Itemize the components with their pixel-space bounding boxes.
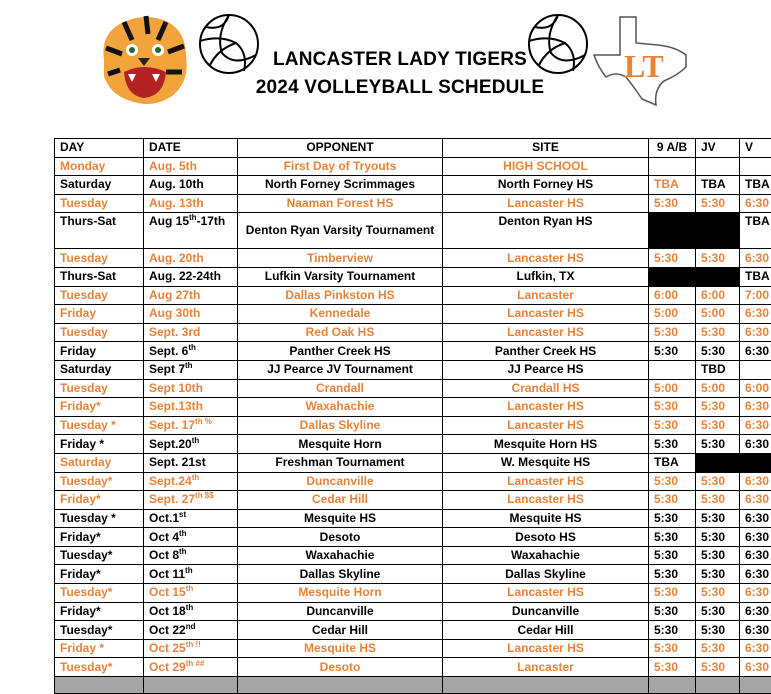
date-text: Sept. 27 (149, 492, 195, 506)
site-cell: Lancaster HS (443, 491, 649, 510)
nine-ab-cell: 5:30 (649, 416, 696, 435)
nine-ab-cell: 5:30 (649, 435, 696, 454)
table-row (55, 491, 771, 510)
jv-cell: 5:30 (696, 416, 740, 435)
table-row (55, 286, 771, 305)
day-cell: Thurs-Sat (55, 267, 144, 286)
varsity-cell: 6:30 (740, 194, 771, 213)
date-suffix: th (192, 473, 200, 482)
jv-cell: TBD (696, 360, 740, 379)
varsity-cell (740, 453, 771, 472)
nine-ab-cell: 5:30 (649, 194, 696, 213)
site-cell: Lancaster (443, 658, 649, 677)
varsity-cell: 6:30 (740, 658, 771, 677)
site-cell: North Forney HS (443, 176, 649, 195)
opponent-cell: Mesquite HS (238, 639, 443, 658)
day-cell: Friday* (55, 398, 144, 417)
opponent-cell: First Day of Tryouts (238, 157, 443, 176)
day-cell: Friday* (55, 565, 144, 584)
col-9ab: 9 A/B (649, 139, 696, 158)
date-cell (144, 379, 238, 398)
date-text: Oct 29 (149, 660, 186, 674)
jv-cell: 5:00 (696, 379, 740, 398)
footer-band-cell (740, 677, 771, 694)
date-text: Oct.1 (149, 511, 179, 525)
date-cell (144, 323, 238, 342)
nine-ab-cell: 5:30 (649, 509, 696, 528)
varsity-cell: 6:30 (740, 323, 771, 342)
date-cell (144, 176, 238, 195)
date-suffix: th !! (186, 640, 201, 649)
date-cell (144, 491, 238, 510)
date-text: Aug 15 (149, 214, 189, 228)
table-row (55, 602, 771, 621)
date-cell (144, 398, 238, 417)
table-row (55, 323, 771, 342)
date-text: Sept. 3rd (149, 325, 200, 339)
opponent-cell: JJ Pearce JV Tournament (238, 360, 443, 379)
date-cell (144, 213, 238, 249)
opponent-cell: Waxahachie (238, 546, 443, 565)
date-cell (144, 305, 238, 324)
date-cell (144, 602, 238, 621)
date-text: Aug. 10th (149, 177, 204, 191)
opponent-cell: Dallas Skyline (238, 416, 443, 435)
site-cell: Desoto HS (443, 528, 649, 547)
table-row (55, 416, 771, 435)
jv-cell: 5:30 (696, 249, 740, 268)
jv-cell: 5:30 (696, 602, 740, 621)
opponent-cell: North Forney Scrimmages (238, 176, 443, 195)
nine-ab-cell: TBA (649, 176, 696, 195)
date-suffix: th (179, 529, 187, 538)
day-cell: Thurs-Sat (55, 213, 144, 249)
varsity-cell: 6:30 (740, 398, 771, 417)
site-cell: Waxahachie (443, 546, 649, 565)
day-cell: Friday* (55, 528, 144, 547)
date-text: Oct 11 (149, 567, 185, 581)
opponent-cell: Cedar Hill (238, 621, 443, 640)
site-cell: JJ Pearce HS (443, 360, 649, 379)
nine-ab-cell: TBA (649, 453, 696, 472)
varsity-cell: 6:30 (740, 305, 771, 324)
table-row (55, 249, 771, 268)
date-cell (144, 342, 238, 361)
varsity-cell: 6:30 (740, 602, 771, 621)
table-row (55, 453, 771, 472)
nine-ab-cell: 5:30 (649, 621, 696, 640)
site-cell: Crandall HS (443, 379, 649, 398)
date-cell (144, 639, 238, 658)
date-cell (144, 416, 238, 435)
site-cell: Denton Ryan HS (443, 213, 649, 249)
opponent-cell: Freshman Tournament (238, 453, 443, 472)
day-cell: Friday* (55, 491, 144, 510)
site-cell: Lancaster HS (443, 416, 649, 435)
date-cell (144, 267, 238, 286)
table-row (55, 546, 771, 565)
table-row (55, 584, 771, 603)
jv-cell: 5:30 (696, 491, 740, 510)
day-cell: Tuesday (55, 379, 144, 398)
day-cell: Friday* (55, 602, 144, 621)
date-text: Aug. 20th (149, 251, 204, 265)
varsity-cell (740, 360, 771, 379)
texas-logo-icon (592, 15, 690, 107)
opponent-cell: Waxahachie (238, 398, 443, 417)
footer-band-cell (55, 677, 144, 694)
date-text: Sept.13th (149, 399, 203, 413)
site-cell: Lancaster HS (443, 323, 649, 342)
opponent-cell: Red Oak HS (238, 323, 443, 342)
opponent-cell: Denton Ryan Varsity Tournament (238, 213, 443, 249)
table-row (55, 379, 771, 398)
date-text: Oct 18 (149, 604, 186, 618)
nine-ab-cell: 5:00 (649, 305, 696, 324)
header-row (55, 139, 771, 158)
date-suffix: th % (195, 417, 212, 426)
date-cell (144, 509, 238, 528)
date-text: Sept.24 (149, 474, 192, 488)
jv-cell: 5:30 (696, 435, 740, 454)
table-row (55, 509, 771, 528)
footer-band-cell (144, 677, 238, 694)
date-suffix: th (185, 361, 193, 370)
varsity-cell: TBA (740, 267, 771, 286)
date-cell (144, 546, 238, 565)
nine-ab-cell: 5:30 (649, 584, 696, 603)
day-cell: Tuesday (55, 286, 144, 305)
jv-cell: TBA (696, 176, 740, 195)
day-cell: Tuesday * (55, 509, 144, 528)
jv-cell: 5:30 (696, 584, 740, 603)
schedule-body (55, 157, 771, 693)
nine-ab-cell: 6:00 (649, 286, 696, 305)
date-cell (144, 249, 238, 268)
day-cell: Friday * (55, 435, 144, 454)
opponent-cell: Dallas Pinkston HS (238, 286, 443, 305)
date-text: Aug 27th (149, 288, 200, 302)
varsity-cell: 6:30 (740, 584, 771, 603)
varsity-cell: TBA (740, 213, 771, 249)
date-text: Sept 10th (149, 381, 203, 395)
table-row (55, 639, 771, 658)
date-cell (144, 472, 238, 491)
day-cell: Tuesday* (55, 472, 144, 491)
date-suffix: th (179, 547, 187, 556)
site-cell: Lancaster HS (443, 584, 649, 603)
date-cell (144, 584, 238, 603)
opponent-cell: Desoto (238, 658, 443, 677)
header (0, 0, 771, 136)
table-row (55, 528, 771, 547)
table-row (55, 267, 771, 286)
jv-cell: 5:30 (696, 509, 740, 528)
date-text: Oct 4 (149, 530, 179, 544)
day-cell: Saturday (55, 176, 144, 195)
jv-cell (696, 213, 740, 249)
date-suffix: th (192, 436, 200, 445)
date-suffix: th (186, 584, 194, 593)
date-cell (144, 360, 238, 379)
jv-cell: 5:30 (696, 639, 740, 658)
date-suffix: st (179, 510, 186, 519)
table-row (55, 435, 771, 454)
day-cell: Friday * (55, 639, 144, 658)
table-row (55, 213, 771, 249)
varsity-cell: 6:30 (740, 546, 771, 565)
jv-cell: 5:30 (696, 528, 740, 547)
day-cell: Friday (55, 305, 144, 324)
date-text: Oct 15 (149, 585, 186, 599)
site-cell: Lufkin, TX (443, 267, 649, 286)
day-cell: Saturday (55, 360, 144, 379)
footer-band-cell (238, 677, 443, 694)
site-cell: Panther Creek HS (443, 342, 649, 361)
table-row (55, 176, 771, 195)
site-cell: HIGH SCHOOL (443, 157, 649, 176)
opponent-cell: Crandall (238, 379, 443, 398)
table-row (55, 305, 771, 324)
varsity-cell: TBA (740, 176, 771, 195)
day-cell: Tuesday* (55, 658, 144, 677)
day-cell: Tuesday* (55, 546, 144, 565)
date-text: Sept. 21st (149, 455, 206, 469)
date-suffix: th (189, 213, 197, 222)
jv-cell (696, 267, 740, 286)
varsity-cell: 6:30 (740, 342, 771, 361)
site-cell: Lancaster HS (443, 639, 649, 658)
footer-band-row (55, 677, 771, 694)
table-row (55, 565, 771, 584)
jv-cell: 5:30 (696, 658, 740, 677)
varsity-cell: 6:30 (740, 472, 771, 491)
site-cell: W. Mesquite HS (443, 453, 649, 472)
date-text: Oct 25 (149, 641, 186, 655)
site-cell: Mesquite HS (443, 509, 649, 528)
varsity-cell: 6:30 (740, 639, 771, 658)
site-cell: Lancaster HS (443, 305, 649, 324)
opponent-cell: Cedar Hill (238, 491, 443, 510)
lt-logo-letters: LT (624, 48, 664, 84)
nine-ab-cell (649, 157, 696, 176)
date-cell (144, 194, 238, 213)
day-cell: Saturday (55, 453, 144, 472)
jv-cell: 5:30 (696, 546, 740, 565)
date-text: Oct 22 (149, 623, 186, 637)
date-cell (144, 658, 238, 677)
nine-ab-cell: 5:30 (649, 472, 696, 491)
nine-ab-cell (649, 267, 696, 286)
opponent-cell: Mesquite Horn (238, 584, 443, 603)
date-cell (144, 528, 238, 547)
table-row (55, 360, 771, 379)
col-date: DATE (144, 139, 238, 158)
col-opponent: OPPONENT (238, 139, 443, 158)
date-cell (144, 157, 238, 176)
site-cell: Mesquite Horn HS (443, 435, 649, 454)
varsity-cell: 6:30 (740, 491, 771, 510)
nine-ab-cell: 5:30 (649, 323, 696, 342)
day-cell: Monday (55, 157, 144, 176)
site-cell: Lancaster HS (443, 249, 649, 268)
opponent-cell: Mesquite HS (238, 509, 443, 528)
date-text: Aug. 5th (149, 159, 197, 173)
date-text: Aug. 22-24th (149, 269, 221, 283)
nine-ab-cell: 5:00 (649, 379, 696, 398)
date-text: Sept. 6 (149, 344, 188, 358)
date-cell (144, 565, 238, 584)
site-cell: Lancaster HS (443, 472, 649, 491)
date-suffix: th (186, 603, 194, 612)
nine-ab-cell: 5:30 (649, 546, 696, 565)
footer-band-cell (649, 677, 696, 694)
table-row (55, 658, 771, 677)
title-line-1: LANCASTER LADY TIGERS (240, 49, 560, 71)
varsity-cell: 6:30 (740, 416, 771, 435)
day-cell: Tuesday (55, 194, 144, 213)
title-line-2: 2024 VOLLEYBALL SCHEDULE (240, 77, 560, 99)
date-cell (144, 621, 238, 640)
date-cell (144, 286, 238, 305)
footer-band-cell (443, 677, 649, 694)
table-row (55, 621, 771, 640)
site-cell: Duncanville (443, 602, 649, 621)
site-cell: Lancaster HS (443, 194, 649, 213)
site-cell: Lancaster (443, 286, 649, 305)
nine-ab-cell: 5:30 (649, 342, 696, 361)
nine-ab-cell (649, 360, 696, 379)
jv-cell: 5:30 (696, 472, 740, 491)
varsity-cell: 6:00 (740, 379, 771, 398)
opponent-cell: Desoto (238, 528, 443, 547)
varsity-cell: 6:30 (740, 528, 771, 547)
nine-ab-cell (649, 213, 696, 249)
opponent-cell: Mesquite Horn (238, 435, 443, 454)
date-text: Aug 30th (149, 306, 200, 320)
opponent-cell: Dallas Skyline (238, 565, 443, 584)
schedule-table (54, 138, 771, 694)
table-row (55, 342, 771, 361)
footer-band-cell (696, 677, 740, 694)
col-site: SITE (443, 139, 649, 158)
varsity-cell: 6:30 (740, 435, 771, 454)
jv-cell: 5:30 (696, 342, 740, 361)
jv-cell (696, 453, 740, 472)
site-cell: Lancaster HS (443, 398, 649, 417)
varsity-cell (740, 157, 771, 176)
table-row (55, 472, 771, 491)
jv-cell: 5:30 (696, 621, 740, 640)
date-text: Aug. 13th (149, 196, 204, 210)
jv-cell: 5:30 (696, 194, 740, 213)
nine-ab-cell: 5:30 (649, 658, 696, 677)
opponent-cell: Duncanville (238, 602, 443, 621)
date-text: Oct 8 (149, 548, 179, 562)
table-row (55, 157, 771, 176)
date-text: Sept 7 (149, 362, 185, 376)
volleyball-icon (527, 13, 589, 75)
opponent-cell: Naaman Forest HS (238, 194, 443, 213)
opponent-cell: Lufkin Varsity Tournament (238, 267, 443, 286)
nine-ab-cell: 5:30 (649, 398, 696, 417)
day-cell: Tuesday* (55, 621, 144, 640)
date-suffix: th (188, 343, 196, 352)
nine-ab-cell: 5:30 (649, 565, 696, 584)
date-text: Sept. 17 (149, 418, 195, 432)
date-cell (144, 453, 238, 472)
site-cell: Dallas Skyline (443, 565, 649, 584)
table-row (55, 194, 771, 213)
col-jv: JV (696, 139, 740, 158)
date-suffix: nd (186, 622, 196, 631)
col-day: DAY (55, 139, 144, 158)
date-suffix: th ## (186, 659, 205, 668)
nine-ab-cell: 5:30 (649, 249, 696, 268)
varsity-cell: 6:30 (740, 565, 771, 584)
jv-cell: 5:30 (696, 323, 740, 342)
nine-ab-cell: 5:30 (649, 639, 696, 658)
date-text: Sept.20 (149, 437, 192, 451)
day-cell: Tuesday (55, 323, 144, 342)
day-cell: Friday (55, 342, 144, 361)
date-tail: -17th (197, 214, 226, 228)
jv-cell: 6:00 (696, 286, 740, 305)
date-cell (144, 435, 238, 454)
nine-ab-cell: 5:30 (649, 528, 696, 547)
day-cell: Tuesday* (55, 584, 144, 603)
col-v: V (740, 139, 771, 158)
opponent-cell: Kennedale (238, 305, 443, 324)
site-cell: Cedar Hill (443, 621, 649, 640)
jv-cell: 5:30 (696, 565, 740, 584)
date-suffix: th $$ (195, 491, 214, 500)
nine-ab-cell: 5:30 (649, 602, 696, 621)
varsity-cell: 6:30 (740, 509, 771, 528)
nine-ab-cell: 5:30 (649, 491, 696, 510)
opponent-cell: Duncanville (238, 472, 443, 491)
opponent-cell: Panther Creek HS (238, 342, 443, 361)
jv-cell: 5:30 (696, 398, 740, 417)
date-suffix: th (185, 566, 193, 575)
varsity-cell: 7:00 (740, 286, 771, 305)
opponent-cell: Timberview (238, 249, 443, 268)
day-cell: Tuesday (55, 249, 144, 268)
varsity-cell: 6:30 (740, 249, 771, 268)
tiger-mascot-icon (94, 12, 194, 108)
day-cell: Tuesday * (55, 416, 144, 435)
jv-cell (696, 157, 740, 176)
table-row (55, 398, 771, 417)
jv-cell: 5:00 (696, 305, 740, 324)
varsity-cell: 6:30 (740, 621, 771, 640)
